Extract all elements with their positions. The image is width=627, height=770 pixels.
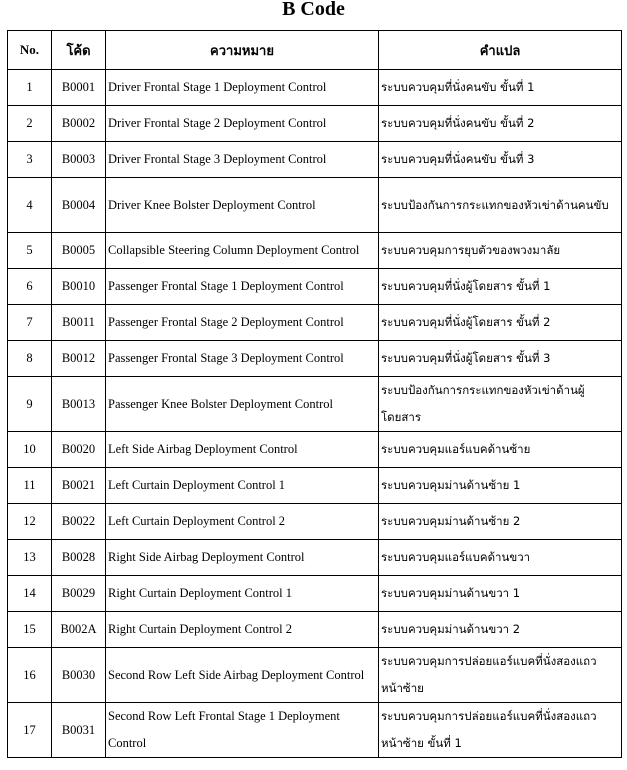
row-meaning: Left Curtain Deployment Control 2 [106,504,379,540]
header-code: โค้ด [52,31,106,70]
row-meaning: Driver Frontal Stage 2 Deployment Control [106,106,379,142]
row-code: B0021 [52,468,106,504]
row-translation: ระบบควบคุมที่นั่งผู้โดยสาร ขั้นที่ 2 [379,305,622,341]
table-row [8,178,622,233]
row-code: B0004 [52,178,106,233]
row-translation: ระบบควบคุมการปล่อยแอร์แบคที่นั่งสองแถว หน้าซ้าย ขั้นที่ 1 [379,703,622,758]
table-row [8,612,622,648]
row-meaning: Right Curtain Deployment Control 1 [106,576,379,612]
table-row [8,233,622,269]
row-number: 14 [8,576,52,612]
row-number: 10 [8,432,52,468]
row-meaning: Right Side Airbag Deployment Control [106,540,379,576]
table-row [8,305,622,341]
page-title: B Code [282,0,345,20]
table-body [8,70,622,758]
table-row [8,432,622,468]
row-code: B0013 [52,377,106,432]
header-translation: คำแปล [379,31,622,70]
row-code: B0020 [52,432,106,468]
row-meaning: Left Side Airbag Deployment Control [106,432,379,468]
row-translation: ระบบควบคุมที่นั่งคนขับ ขั้นที่ 1 [379,70,622,106]
row-translation: ระบบควบคุมที่นั่งคนขับ ขั้นที่ 3 [379,142,622,178]
row-translation: ระบบควบคุมม่านด้านขวา 1 [379,576,622,612]
row-code: B0012 [52,341,106,377]
table-row [8,377,622,432]
row-code: B0003 [52,142,106,178]
row-code: B0029 [52,576,106,612]
header-no: No. [8,31,52,70]
row-translation: ระบบควบคุมม่านด้านซ้าย 2 [379,504,622,540]
row-meaning: Second Row Left Side Airbag Deployment Control [106,648,379,703]
row-code: B0005 [52,233,106,269]
row-number: 12 [8,504,52,540]
row-number: 17 [8,703,52,758]
row-number: 15 [8,612,52,648]
row-translation: ระบบควบคุมแอร์แบคด้านขวา [379,540,622,576]
row-code: B0031 [52,703,106,758]
row-number: 13 [8,540,52,576]
row-meaning: Passenger Frontal Stage 2 Deployment Control [106,305,379,341]
row-code: B0022 [52,504,106,540]
row-number: 5 [8,233,52,269]
table-row [8,142,622,178]
row-meaning: Driver Frontal Stage 1 Deployment Control [106,70,379,106]
table-row [8,341,622,377]
row-meaning: Driver Knee Bolster Deployment Control [106,178,379,233]
row-code: B0011 [52,305,106,341]
row-meaning: Collapsible Steering Column Deployment Control [106,233,379,269]
row-number: 4 [8,178,52,233]
table-header-row [8,31,622,70]
row-translation: ระบบควบคุมการปล่อยแอร์แบคที่นั่งสองแถว หน้าซ้าย [379,648,622,703]
row-translation: ระบบควบคุมแอร์แบคด้านซ้าย [379,432,622,468]
row-translation: ระบบควบคุมม่านด้านซ้าย 1 [379,468,622,504]
row-meaning: Passenger Knee Bolster Deployment Control [106,377,379,432]
table-row [8,703,622,758]
header-meaning: ความหมาย [106,31,379,70]
row-code: B002A [52,612,106,648]
row-number: 11 [8,468,52,504]
table-row [8,269,622,305]
row-number: 2 [8,106,52,142]
row-code: B0002 [52,106,106,142]
row-meaning: Passenger Frontal Stage 1 Deployment Control [106,269,379,305]
table-row [8,468,622,504]
row-number: 8 [8,341,52,377]
row-meaning: Left Curtain Deployment Control 1 [106,468,379,504]
table-row [8,648,622,703]
row-translation: ระบบป้องกันการกระแทกของหัวเข่าด้านผู้โดยสาร [379,377,622,432]
row-number: 9 [8,377,52,432]
row-translation: ระบบควบคุมที่นั่งคนขับ ขั้นที่ 2 [379,106,622,142]
row-number: 16 [8,648,52,703]
row-translation: ระบบควบคุมที่นั่งผู้โดยสาร ขั้นที่ 3 [379,341,622,377]
row-number: 7 [8,305,52,341]
row-meaning: Second Row Left Frontal Stage 1 Deployment Control [106,703,379,758]
table-row [8,504,622,540]
row-meaning: Driver Frontal Stage 3 Deployment Control [106,142,379,178]
row-translation: ระบบควบคุมการยุบตัวของพวงมาลัย [379,233,622,269]
row-meaning: Right Curtain Deployment Control 2 [106,612,379,648]
row-translation: ระบบควบคุมม่านด้านขวา 2 [379,612,622,648]
table-row [8,70,622,106]
table-row [8,540,622,576]
row-number: 6 [8,269,52,305]
table-row [8,106,622,142]
row-code: B0030 [52,648,106,703]
row-code: B0028 [52,540,106,576]
table-row [8,576,622,612]
row-number: 3 [8,142,52,178]
row-meaning: Passenger Frontal Stage 3 Deployment Control [106,341,379,377]
row-translation: ระบบป้องกันการกระแทกของหัวเข่าด้านคนขับ [379,178,622,233]
row-code: B0010 [52,269,106,305]
row-translation: ระบบควบคุมที่นั่งผู้โดยสาร ขั้นที่ 1 [379,269,622,305]
b-code-table [7,30,622,758]
row-number: 1 [8,70,52,106]
row-code: B0001 [52,70,106,106]
